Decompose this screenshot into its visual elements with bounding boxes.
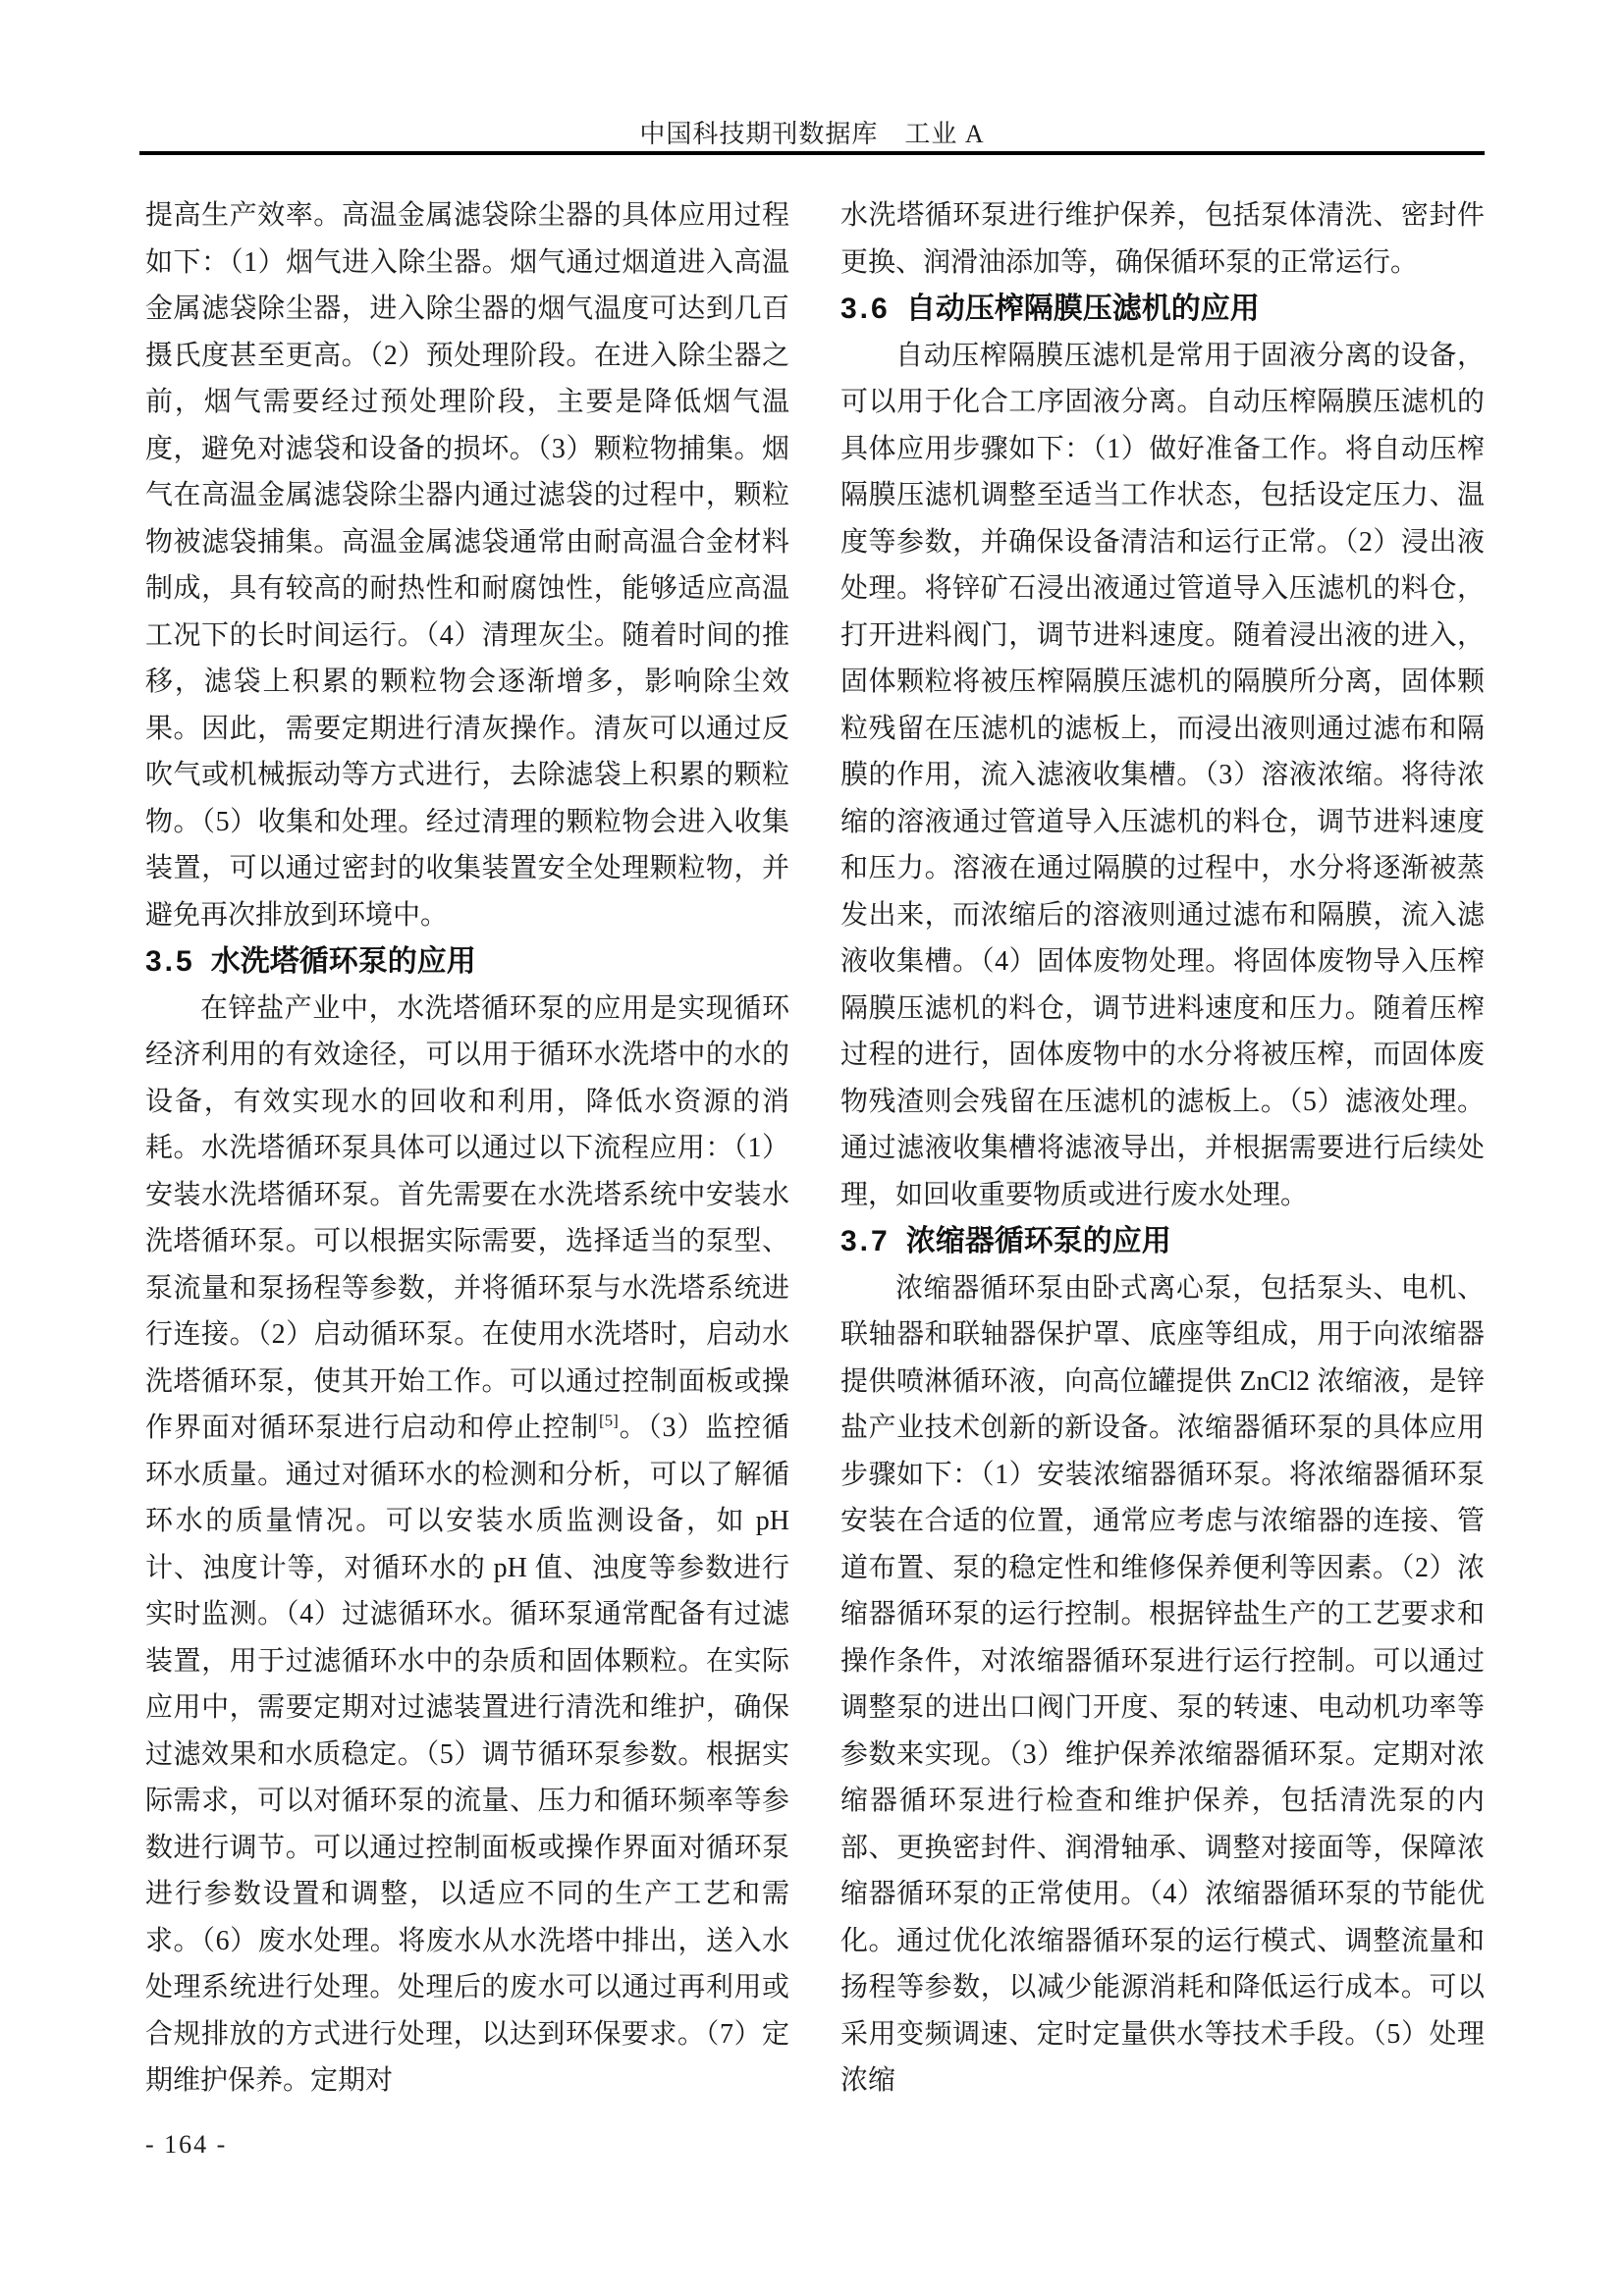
header-rule: [139, 151, 1485, 155]
para-3-5-text-before-citation: 在锌盐产业中，水洗塔循环泵的应用是实现循环经济利用的有效途径，可以用于循环水洗塔中的水的设备，有效实现水的回收和利用，降低水资源的消耗。水洗塔循环泵具体可以通过以下流程应用：（1）安装水洗塔循环泵。首先需要在水洗塔系统中安装水洗塔循环泵。可以根据实际需要，选择适当的泵型、泵流量和泵扬程等参数，并将循环泵与水洗塔系统进行连接。（2）启动循环泵。在使用水洗塔时，启动水洗塔循环泵，使其开始工作。可以通过控制面板或操作界面对循环泵进行启动和停止控制: [145, 992, 789, 1443]
paragraph-washing-tower-pump-continued: 水洗塔循环泵进行维护保养，包括泵体清洗、密封件更换、润滑油添加等，确保循环泵的正常运行。: [840, 200, 1485, 278]
article-body: [145, 192, 1485, 2105]
page-number: - 164 -: [145, 2130, 228, 2159]
para-3-5-text-after-citation: 。（3）监控循环水质量。通过对循环水的检测和分析，可以了解循环水的质量情况。可以安装水质监测设备，如 pH 计、浊度计等，对循环水的 pH 值、浊度等参数进行实时监测。（4）过滤循环水。循环泵通常配备有过滤装置，用于过滤循环水中的杂质和固体颗粒。在实际应用中，需要定期对过滤装置进行清洗和维护，确保过滤效果和水质稳定。（5）调节循环泵参数。根据实际需求，可以对循环泵的流量、压力和循环频率等参数进行调节。可以通过控制面板或操作界面对循环泵进行参数设置和调整，以适应不同的生产工艺和需求。（6）废水处理。将废水从水洗塔中排出，送入水处理系统进行处理。处理后的废水可以通过再利用或合规排放的方式进行处理，以达到环保要求。（7）定期维护保养。定期对: [145, 1413, 789, 2096]
left-column: [145, 192, 789, 2105]
paragraph-washing-tower-pump: [145, 986, 789, 2105]
paragraph-concentrator-pump: 浓缩器循环泵由卧式离心泵，包括泵头、电机、联轴器和联轴器保护罩、底座等组成，用于向浓缩器提供喷淋循环液，向高位罐提供 ZnCl2 浓缩液，是锌盐产业技术创新的新设备。浓缩器循环泵的具体应用步骤如下：（1）安装浓缩器循环泵。将浓缩器循环泵安装在合适的位置，通常应考虑与浓缩器的连接、管道布置、泵的稳定性和维修保养便利等因素。（2）浓缩器循环泵的运行控制。根据锌盐生产的工艺要求和操作条件，对浓缩器循环泵进行运行控制。可以通过调整泵的进出口阀门开度、泵的转速、电动机功率等参数来实现。（3）维护保养浓缩器循环泵。定期对浓缩器循环泵进行检查和维护保养，包括清洗泵的内部、更换密封件、润滑轴承、调整对接面等，保障浓缩器循环泵的正常使用。（4）浓缩器循环泵的节能优化。通过优化浓缩器循环泵的运行模式、调整流量和扬程等参数，以减少能源消耗和降低运行成本。可以采用变频调速、定时定量供水等技术手段。（5）处理浓缩: [840, 1272, 1485, 2096]
section-heading-3-7: [840, 1218, 1485, 1265]
paragraph-filter-press: 自动压榨隔膜压滤机是常用于固液分离的设备，可以用于化合工序固液分离。自动压榨隔膜压滤机的具体应用步骤如下：（1）做好准备工作。将自动压榨隔膜压滤机调整至适当工作状态，包括设定压力、温度等参数，并确保设备清洁和运行正常。（2）浸出液处理。将锌矿石浸出液通过管道导入压滤机的料仓，打开进料阀门，调节进料速度。随着浸出液的进入，固体颗粒将被压榨隔膜压滤机的隔膜所分离，固体颗粒残留在压滤机的滤板上，而浸出液则通过滤布和隔膜的作用，流入滤液收集槽。（3）溶液浓缩。将待浓缩的溶液通过管道导入压滤机的料仓，调节进料速度和压力。溶液在通过隔膜的过程中，水分将逐渐被蒸发出来，而浓缩后的溶液则通过滤布和隔膜，流入滤液收集槽。（4）固体废物处理。将固体废物导入压榨隔膜压滤机的料仓，调节进料速度和压力。随着压榨过程的进行，固体废物中的水分将被压榨，而固体废物残渣则会残留在压滤机的滤板上。（5）滤液处理。通过滤液收集槽将滤液导出，并根据需要进行后续处理，如回收重要物质或进行废水处理。: [840, 340, 1485, 1210]
section-heading-3-5: [145, 938, 789, 986]
section-3-5-number: 3.5: [145, 945, 195, 978]
section-3-6-title: 自动压榨隔膜压滤机的应用: [905, 293, 1260, 325]
right-column: [840, 192, 1485, 2105]
section-3-5-title: 水洗塔循环泵的应用: [210, 945, 476, 978]
section-3-7-number: 3.7: [840, 1225, 891, 1257]
section-3-6-number: 3.6: [840, 293, 891, 325]
section-heading-3-6: [840, 286, 1485, 333]
citation-ref-5: [5]: [599, 1411, 619, 1430]
journal-header-title: 中国科技期刊数据库 工业 A: [639, 120, 985, 148]
section-3-7-title: 浓缩器循环泵的应用: [905, 1225, 1171, 1257]
paragraph-dust-collector-steps: 提高生产效率。高温金属滤袋除尘器的具体应用过程如下：（1）烟气进入除尘器。烟气通过烟道进入高温金属滤袋除尘器，进入除尘器的烟气温度可达到几百摄氏度甚至更高。（2）预处理阶段。在进入除尘器之前，烟气需要经过预处理阶段，主要是降低烟气温度，避免对滤袋和设备的损坏。（3）颗粒物捕集。烟气在高温金属滤袋除尘器内通过滤袋的过程中，颗粒物被滤袋捕集。高温金属滤袋通常由耐高温合金材料制成，具有较高的耐热性和耐腐蚀性，能够适应高温工况下的长时间运行。（4）清理灰尘。随着时间的推移，滤袋上积累的颗粒物会逐渐增多，影响除尘效果。因此，需要定期进行清灰操作。清灰可以通过反吹气或机械振动等方式进行，去除滤袋上积累的颗粒物。（5）收集和处理。经过清理的颗粒物会进入收集装置，可以通过密封的收集装置安全处理颗粒物，并避免再次排放到环境中。: [145, 200, 789, 931]
